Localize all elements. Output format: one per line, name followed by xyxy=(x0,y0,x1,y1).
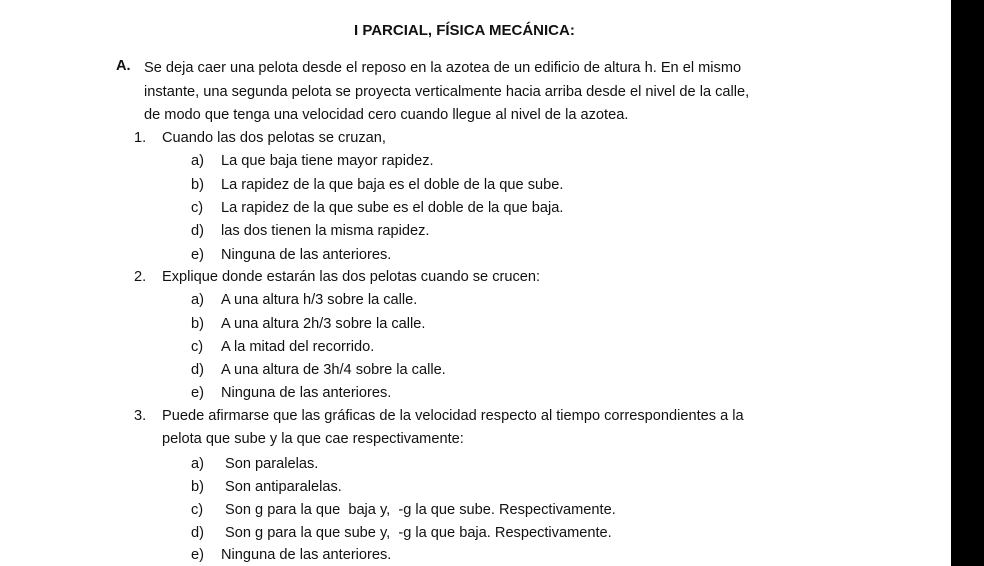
question-text: Cuando las dos pelotas se cruzan, xyxy=(162,130,386,146)
option-letter: a) xyxy=(191,292,204,308)
option-letter: c) xyxy=(191,502,204,518)
question-text: Puede afirmarse que las gráficas de la velocidad respecto al tiempo correspondientes a la xyxy=(162,408,744,424)
question-text: Explique donde estarán las dos pelotas cuando se crucen: xyxy=(162,269,541,285)
option-letter: d) xyxy=(191,362,204,378)
exam-title: I PARCIAL, FÍSICA MECÁNICA: xyxy=(354,22,575,39)
option-text: A una altura de 3h/4 sobre la calle. xyxy=(221,362,446,378)
option-letter: d) xyxy=(191,223,204,239)
option-text: Ninguna de las anteriores. xyxy=(221,247,392,263)
option-letter: e) xyxy=(191,547,204,563)
question-number: 2. xyxy=(134,269,147,285)
option-letter: e) xyxy=(191,385,204,401)
option-text: Son paralelas. xyxy=(225,456,319,472)
option-text: A una altura h/3 sobre la calle. xyxy=(221,292,418,308)
right-edge-bar xyxy=(951,0,984,566)
option-letter: d) xyxy=(191,525,204,541)
option-text: Ninguna de las anteriores. xyxy=(221,547,392,563)
option-letter: b) xyxy=(191,316,204,332)
option-text: Ninguna de las anteriores. xyxy=(221,385,392,401)
option-letter: a) xyxy=(191,153,204,169)
option-text: A la mitad del recorrido. xyxy=(221,339,375,355)
question-number: 1. xyxy=(134,130,147,146)
option-text: A una altura 2h/3 sobre la calle. xyxy=(221,316,426,332)
option-text: Son g para la que baja y, -g la que sube. Respectivamente. xyxy=(225,502,616,518)
option-text: Son g para la que sube y, -g la que baja. Respectivamente. xyxy=(225,525,612,541)
option-text: las dos tienen la misma rapidez. xyxy=(221,223,430,239)
option-letter: b) xyxy=(191,177,204,193)
option-letter: b) xyxy=(191,479,204,495)
option-letter: a) xyxy=(191,456,204,472)
section-line: de modo que tenga una velocidad cero cuando llegue al nivel de la azotea. xyxy=(144,107,629,123)
option-letter: e) xyxy=(191,247,204,263)
question-number: 3. xyxy=(134,408,147,424)
question-text: pelota que sube y la que cae respectivamente: xyxy=(162,431,464,447)
section-line: instante, una segunda pelota se proyecta verticalmente hacia arriba desde el nivel de la calle, xyxy=(144,84,750,100)
section-marker: A. xyxy=(116,58,131,74)
option-letter: c) xyxy=(191,200,204,216)
option-text: Son antiparalelas. xyxy=(225,479,342,495)
option-letter: c) xyxy=(191,339,204,355)
section-line: Se deja caer una pelota desde el reposo en la azotea de un edificio de altura h. En el mismo xyxy=(144,60,742,76)
option-text: La rapidez de la que sube es el doble de la que baja. xyxy=(221,200,564,216)
option-text: La que baja tiene mayor rapidez. xyxy=(221,153,434,169)
option-text: La rapidez de la que baja es el doble de la que sube. xyxy=(221,177,564,193)
